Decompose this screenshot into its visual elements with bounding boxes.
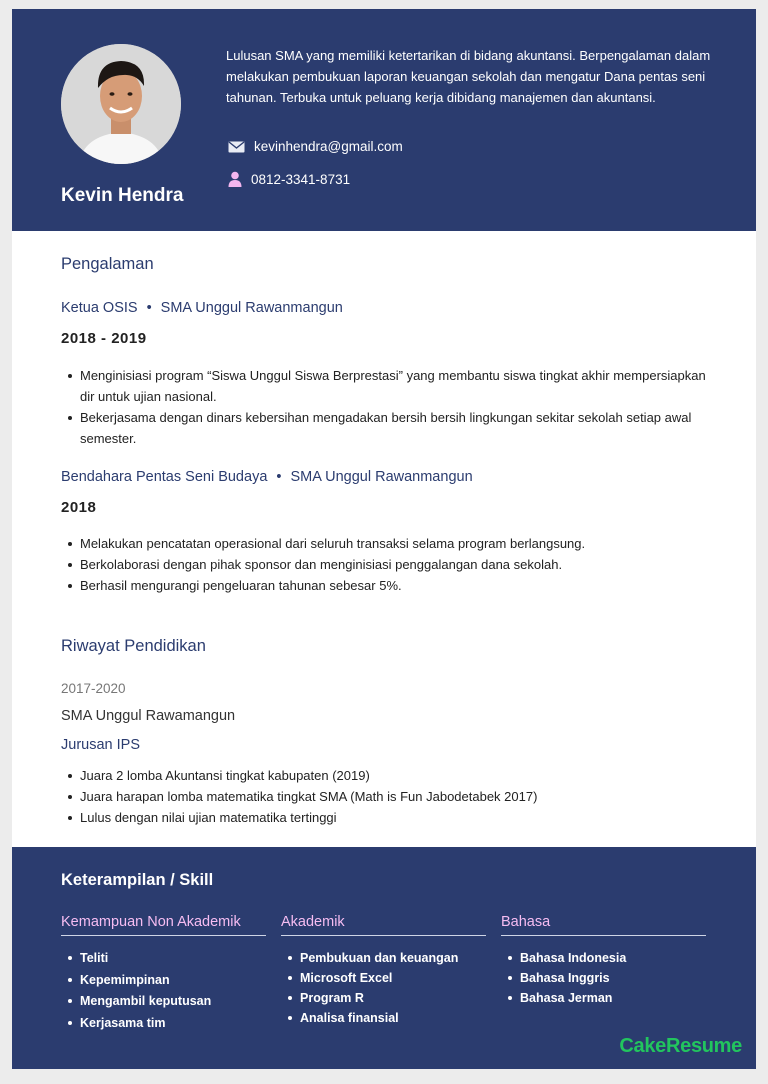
education-title: Riwayat Pendidikan (61, 637, 206, 655)
separator-dot: • (276, 469, 282, 485)
list-item: Juara harapan lomba matematika tingkat SMA (Math is Fun Jabodetabek 2017) (80, 786, 720, 807)
skills-title: Keterampilan / Skill (61, 871, 214, 889)
list-item: Mengambil keputusan (80, 991, 266, 1013)
list-item: Menginisiasi program “Siswa Unggul Siswa Berprestasi” yang membantu siswa tingkat akhir mempersiapkan dir untuk ujian nasional. (80, 365, 720, 407)
list-item: Kepemimpinan (80, 970, 266, 992)
job-role: Ketua OSIS (61, 300, 138, 316)
education-bullets (80, 765, 720, 828)
mail-icon (228, 141, 245, 153)
education-years: 2017-2020 (61, 681, 126, 696)
list-item: Microsoft Excel (300, 968, 486, 988)
list-item: Program R (300, 988, 486, 1008)
skill-list (520, 948, 706, 1008)
job-2-bullets (80, 533, 720, 596)
email-contact[interactable] (228, 139, 403, 154)
job-org: SMA Unggul Rawanmangun (290, 469, 473, 485)
email-text[interactable]: kevinhendra@gmail.com (254, 139, 403, 154)
list-item: Teliti (80, 948, 266, 970)
job-1-bullets (80, 365, 720, 449)
cakeresume-logo[interactable]: CakeResume (619, 1035, 742, 1057)
phone-contact[interactable] (228, 171, 350, 187)
list-item: Lulus dengan nilai ujian matematika tertinggi (80, 807, 720, 828)
list-item: Melakukan pencatatan operasional dari seluruh transaksi selama program berlangsung. (80, 533, 720, 554)
skill-column-non-academic (61, 914, 266, 1034)
education-school: SMA Unggul Rawamangun (61, 708, 236, 724)
list-item: Bahasa Inggris (520, 968, 706, 988)
job-org: SMA Unggul Rawanmangun (160, 300, 343, 316)
list-item: Berkolaborasi dengan pihak sponsor dan menginisiasi penggalangan dana sekolah. (80, 554, 720, 575)
list-item: Bahasa Indonesia (520, 948, 706, 968)
header (12, 9, 756, 231)
candidate-name: Kevin Hendra (61, 185, 184, 206)
list-item: Bekerjasama dengan dinars kebersihan mengadakan bersih bersih lingkungan sekitar sekolah setiap awal semester. (80, 407, 720, 449)
list-item: Bahasa Jerman (520, 988, 706, 1008)
separator-dot: • (146, 300, 152, 316)
education-major: Jurusan IPS (61, 737, 140, 753)
skills-section (12, 847, 756, 1069)
list-item: Juara 2 lomba Akuntansi tingkat kabupaten (2019) (80, 765, 720, 786)
job-2-heading (61, 469, 473, 485)
list-item: Analisa finansial (300, 1008, 486, 1028)
skill-column-academic (281, 914, 486, 1028)
skill-column-heading: Akademik (281, 914, 486, 936)
job-2-years: 2018 (61, 499, 97, 516)
person-icon (228, 171, 242, 187)
summary-text: Lulusan SMA yang memiliki ketertarikan di bidang akuntansi. Berpengalaman dalam melakukan pembukuan laporan keuangan sekolah dan mengatur Dana pentas seni tahunan. Terbuka untuk peluang kerja dibidang manajemen dan akuntansi. (226, 48, 711, 105)
resume-page (12, 9, 756, 1069)
phone-text[interactable]: 0812-3341-8731 (251, 171, 351, 187)
experience-title: Pengalaman (61, 255, 154, 273)
list-item: Berhasil mengurangi pengeluaran tahunan sebesar 5%. (80, 575, 720, 596)
skill-column-language (501, 914, 706, 1008)
skill-list (80, 948, 266, 1034)
skill-column-heading: Bahasa (501, 914, 706, 936)
profile-photo (61, 44, 181, 164)
job-role: Bendahara Pentas Seni Budaya (61, 469, 268, 485)
skill-column-heading: Kemampuan Non Akademik (61, 914, 266, 936)
skill-list (300, 948, 486, 1028)
job-1-years: 2018 - 2019 (61, 330, 147, 347)
job-1-heading (61, 300, 343, 316)
list-item: Kerjasama tim (80, 1013, 266, 1035)
list-item: Pembukuan dan keuangan (300, 948, 486, 968)
